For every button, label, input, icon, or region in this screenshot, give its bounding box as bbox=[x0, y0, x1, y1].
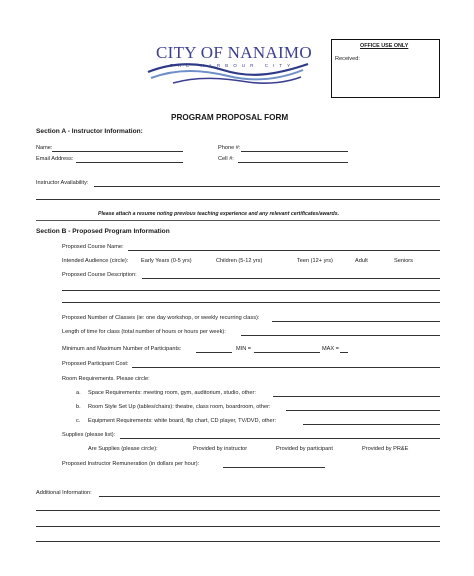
classes-label: Proposed Number of Classes (ie: one day workshop, or weekly recurring class): bbox=[62, 315, 260, 321]
equipment-field[interactable] bbox=[303, 424, 440, 425]
description-field-2[interactable] bbox=[62, 290, 440, 291]
section-divider bbox=[36, 220, 440, 221]
name-label: Name: bbox=[36, 145, 53, 151]
classes-field[interactable] bbox=[272, 321, 440, 322]
length-label: Length of time for class (total number of hours or hours per week): bbox=[62, 329, 226, 335]
office-received-label: Received: bbox=[335, 56, 360, 62]
additional-field-3[interactable] bbox=[36, 526, 440, 527]
additional-field-2[interactable] bbox=[36, 510, 440, 511]
room-item-c-text: Equipment Requirements: white board, flip chart, CD player, TV/DVD, other: bbox=[88, 418, 276, 424]
wave-logo-icon bbox=[143, 58, 313, 88]
max-field[interactable] bbox=[340, 352, 348, 353]
availability-field[interactable] bbox=[94, 186, 440, 187]
additional-field-4[interactable] bbox=[36, 541, 440, 542]
course-name-field[interactable] bbox=[128, 250, 440, 251]
min-label: MIN = bbox=[236, 346, 252, 352]
room-item-a-marker: a. bbox=[76, 390, 81, 396]
org-name: CITY OF NANAIMO bbox=[156, 43, 312, 62]
supplies-circle-label: Are Supplies (please circle): bbox=[88, 446, 158, 452]
form-title: PROGRAM PROPOSAL FORM bbox=[171, 113, 289, 122]
audience-option-adult[interactable]: Adult bbox=[355, 258, 368, 264]
participants-label: Minimum and Maximum Number of Participants: bbox=[62, 346, 182, 352]
supplies-option-participant[interactable]: Provided by participant bbox=[276, 446, 333, 452]
audience-option-teen[interactable]: Teen (12+ yrs) bbox=[297, 258, 333, 264]
room-item-b-marker: b. bbox=[76, 404, 81, 410]
description-field-3[interactable] bbox=[62, 302, 440, 303]
length-field[interactable] bbox=[241, 335, 440, 336]
room-item-a-text: Space Requirements: meeting room, gym, auditorium, studio, other: bbox=[88, 390, 256, 396]
remuneration-field[interactable] bbox=[223, 467, 325, 468]
min-prefix-line bbox=[196, 352, 232, 353]
supplies-field[interactable] bbox=[120, 438, 440, 439]
office-use-box bbox=[331, 39, 440, 98]
audience-option-seniors[interactable]: Seniors bbox=[394, 258, 413, 264]
section-b-title: Section B - Proposed Program Information bbox=[36, 228, 170, 235]
room-label: Room Requirements. Please circle: bbox=[62, 376, 150, 382]
cost-label: Proposed Participant Cost: bbox=[62, 361, 129, 367]
additional-field-1[interactable] bbox=[99, 496, 440, 497]
audience-option-early-years[interactable]: Early Years (0-5 yrs) bbox=[141, 258, 192, 264]
audience-label: Intended Audience (circle): bbox=[62, 258, 129, 264]
room-item-c-marker: c. bbox=[76, 418, 81, 424]
remuneration-label: Proposed Instructor Remuneration (in dollars per hour): bbox=[62, 461, 200, 467]
room-item-b-text: Room Style Set Up (tables/chairs): theatre, class room, boardroom, other: bbox=[88, 404, 271, 410]
phone-label: Phone #: bbox=[218, 145, 241, 151]
availability-label: Instructor Availability: bbox=[36, 180, 89, 186]
room-style-field[interactable] bbox=[286, 410, 440, 411]
email-field[interactable] bbox=[76, 162, 183, 163]
office-use-title: OFFICE USE ONLY bbox=[360, 43, 409, 49]
max-label: MAX = bbox=[322, 346, 339, 352]
space-requirements-field[interactable] bbox=[273, 396, 440, 397]
supplies-option-instructor[interactable]: Provided by instructor bbox=[193, 446, 248, 452]
cell-label: Cell #: bbox=[218, 156, 234, 162]
phone-field[interactable] bbox=[241, 151, 348, 152]
supplies-option-pre[interactable]: Provided by PR&E bbox=[362, 446, 409, 452]
cell-field[interactable] bbox=[238, 162, 348, 163]
description-label: Proposed Course Description: bbox=[62, 272, 137, 278]
section-a-title: Section A - Instructor Information: bbox=[36, 128, 143, 135]
description-field-1[interactable] bbox=[142, 278, 440, 279]
min-field[interactable] bbox=[254, 352, 320, 353]
course-name-label: Proposed Course Name: bbox=[62, 244, 124, 250]
cost-field[interactable] bbox=[132, 367, 440, 368]
resume-notice: Please attach a resume noting previous teaching experience and any relevant certificates/awards. bbox=[98, 211, 340, 217]
org-tagline: THE HARBOUR CITY bbox=[170, 63, 296, 68]
audience-option-children[interactable]: Children (5-12 yrs) bbox=[216, 258, 263, 264]
availability-field-2[interactable] bbox=[36, 199, 440, 200]
additional-label: Additional Information: bbox=[36, 490, 92, 496]
supplies-label: Supplies (please list): bbox=[62, 432, 116, 438]
name-field[interactable] bbox=[52, 151, 183, 152]
email-label: Email Address: bbox=[36, 156, 74, 162]
